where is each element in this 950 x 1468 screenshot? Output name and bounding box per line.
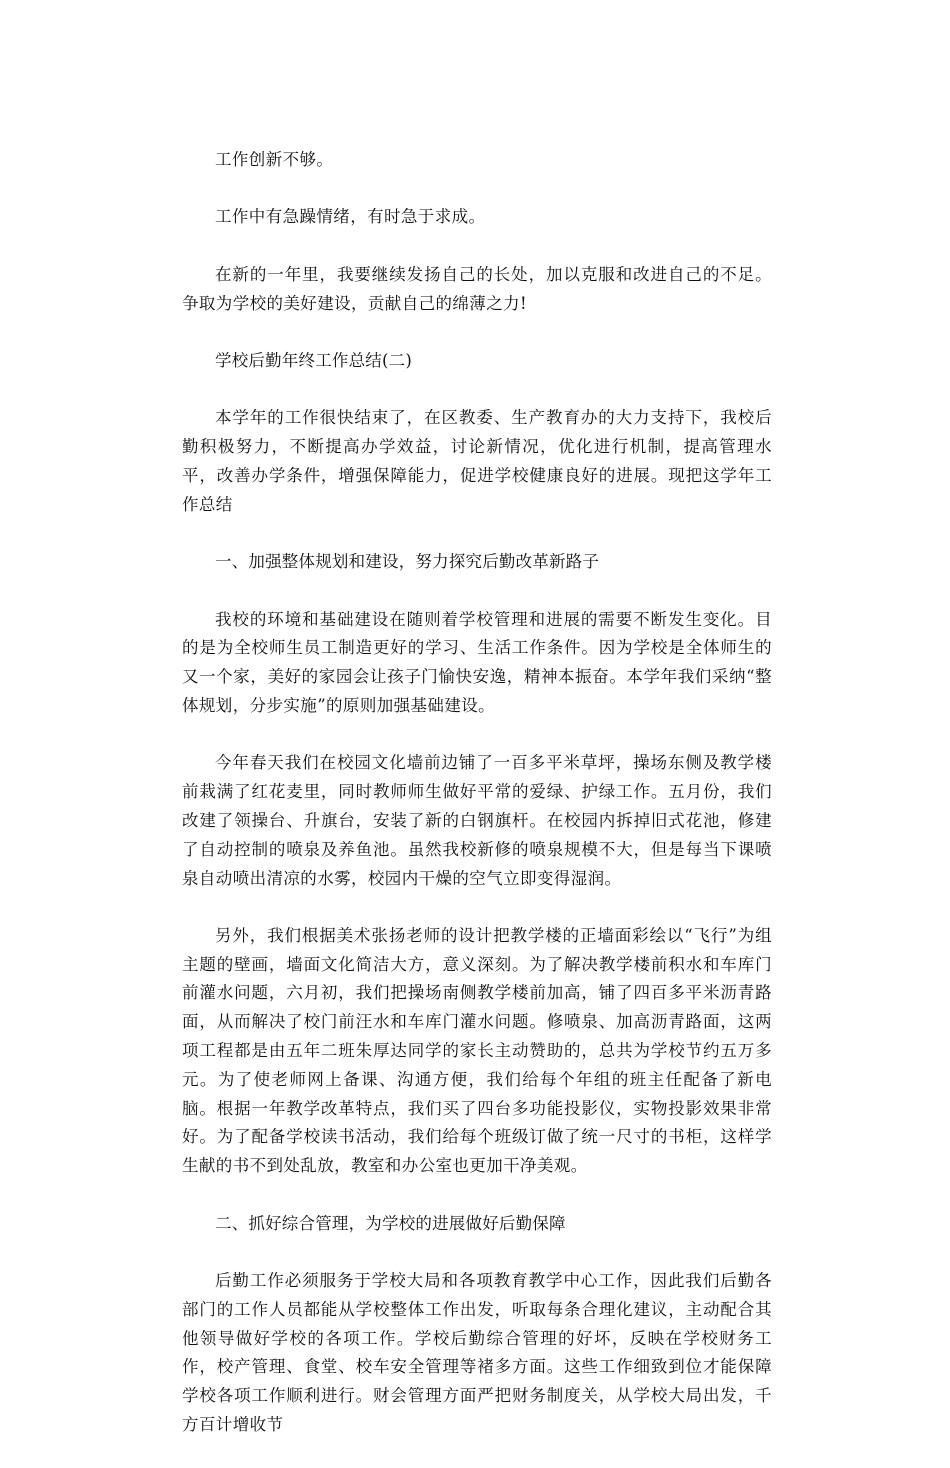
- document-body: [182, 146, 772, 1468]
- paragraph-6: 今年春天我们在校园文化墙前边铺了一百多平米草坪，操场东侧及教学楼前栽满了红花麦里，同时教师师生做好平常的爱绿、护绿工作。五月份，我们改建了领操台、升旗台，安装了新的白钢旗杆。在校园内拆掉旧式花池，修建了自动控制的喷泉及养鱼池。虽然我校新修的喷泉规模不大，但是每当下课喷泉自动喷出清凉的水雾，校园内干燥的空气立即变得湿润。: [182, 753, 772, 888]
- paragraph-7: 另外，我们根据美术张扬老师的设计把教学楼的正墙面彩绘以“飞行”为组主题的壁画，墙面文化简洁大方，意义深刻。为了解决教学楼前积水和车库门前灌水问题，六月初，我们把操场南侧教学楼前加高，铺了四百多平米沥青路面，从而解决了校门前汪水和车库门灌水问题。修喷泉、加高沥青路面，这两项工程都是由五年二班朱厚达同学的家长主动赞助的，总共为学校节约五万多元。为了使老师网上备课、沟通方便，我们给每个年组的班主任配备了新电脑。根据一年教学改革特点，我们买了四台多功能投影仪，实物投影效果非常好。为了配备学校读书活动，我们给每个班级订做了统一尺寸的书柜，这样学生献的书不到处乱放，教室和办公室也更加干净美观。: [182, 925, 772, 1176]
- section-title: 学校后勤年终工作总结(二): [215, 350, 412, 370]
- paragraph-intro: 本学年的工作很快结束了，在区教委、生产教育办的大力支持下，我校后勤积极努力，不断提高办学效益，讨论新情况，优化进行机制，提高管理水平，改善办学条件，增强保障能力，促进学校健康良好的进展。现把这学年工作总结: [182, 408, 772, 514]
- paragraph-8: 后勤工作必须服务于学校大局和各项教育教学中心工作，因此我们后勤各部门的工作人员都能从学校整体工作出发，听取每条合理化建议，主动配合其他领导做好学校的各项工作。学校后勤综合管理的好坏，反映在学校财务工作，校产管理、食堂、校车安全管理等褚多方面。这些工作细致到位才能保障学校各项工作顺利进行。财会管理方面严把财务制度关，从学校大局出发，千方百计增收节: [182, 1271, 772, 1435]
- paragraph-3: 在新的一年里，我要继续发扬自己的长处，加以克服和改进自己的不足。争取为学校的美好建设，贡献自己的绵薄之力!: [182, 264, 772, 313]
- paragraph-1: 工作创新不够。: [215, 150, 334, 169]
- section-heading-1: 一、加强整体规划和建设，努力探究后勤改革新路子: [215, 552, 600, 572]
- paragraph-5: 我校的环境和基础建设在随则着学校管理和进展的需要不断发生变化。目的是为全校师生员工制造更好的学习、生活工作条件。因为学校是全体师生的又一个家，美好的家园会让孩子门愉快安逸，精神本振奋。本学年我们采纳“整体规划，分步实施”的原则加强基础建设。: [182, 609, 772, 715]
- section-heading-2: 二、抓好综合管理，为学校的进展做好后勤保障: [215, 1213, 566, 1233]
- paragraph-2: 工作中有急躁情绪，有时急于求成。: [215, 207, 486, 227]
